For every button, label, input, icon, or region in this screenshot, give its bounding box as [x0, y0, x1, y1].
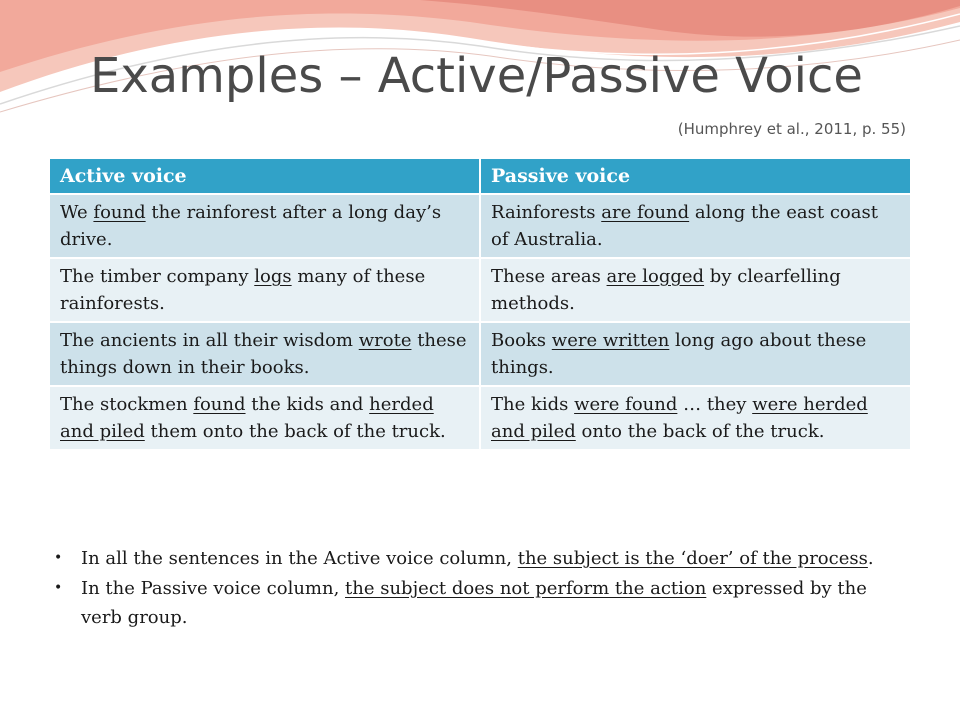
text-segment: long ago about these things. [491, 330, 867, 378]
passive-voice-cell [481, 259, 910, 321]
underlined-phrase: the subject is the ‘doer’ of the process [517, 548, 868, 569]
underlined-phrase: wrote [358, 330, 412, 351]
underlined-phrase: the subject does not perform the action [345, 578, 707, 599]
text-segment: We [60, 202, 94, 223]
active-voice-cell [50, 387, 479, 449]
text-segment: These areas [491, 266, 607, 287]
slide-title: Examples – Active/Passive Voice [90, 48, 863, 104]
text-segment: The ancients in all their wisdom [60, 330, 359, 351]
table-row [50, 259, 910, 321]
underlined-phrase: found [93, 202, 146, 223]
text-segment: the rainforest after a long day’s drive. [60, 202, 442, 250]
active-voice-cell [50, 259, 479, 321]
text-segment: … they [677, 394, 753, 415]
underlined-phrase: were herded and piled [491, 394, 868, 442]
table-row [50, 387, 910, 449]
text-segment: them onto the back of the truck. [144, 421, 446, 442]
passive-voice-cell [481, 387, 910, 449]
underlined-phrase: found [193, 394, 246, 415]
active-voice-cell [50, 195, 479, 257]
text-segment: The timber company [60, 266, 255, 287]
text-segment: by clearfelling methods. [491, 266, 841, 314]
bullet-icon: • [54, 550, 63, 566]
text-segment: In the Passive voice column, [81, 578, 346, 599]
text-segment: The stockmen [60, 394, 194, 415]
underlined-phrase: are logged [606, 266, 705, 287]
text-segment: the kids and [245, 394, 370, 415]
note-item [48, 574, 908, 632]
text-segment: Rainforests [491, 202, 602, 223]
table-header-row [50, 159, 910, 193]
text-segment: In all the sentences in the Active voice column, [81, 548, 518, 569]
table-body [50, 195, 910, 449]
underlined-phrase: herded and piled [60, 394, 434, 442]
active-voice-cell [50, 323, 479, 385]
text-segment: these things down in their books. [60, 330, 467, 378]
note-item [48, 544, 908, 573]
table-row [50, 323, 910, 385]
text-segment: The kids [491, 394, 575, 415]
text-segment: along the east coast of Australia. [491, 202, 878, 250]
underlined-phrase: logs [254, 266, 292, 287]
passive-voice-cell [481, 195, 910, 257]
underlined-phrase: are found [601, 202, 690, 223]
text-segment: . [867, 548, 874, 569]
text-segment: expressed by the verb group. [81, 578, 867, 628]
notes-list [48, 544, 908, 633]
text-segment: many of these rainforests. [60, 266, 426, 314]
passive-voice-cell [481, 323, 910, 385]
bullet-icon: • [54, 580, 63, 596]
underlined-phrase: were found [574, 394, 678, 415]
table-row [50, 195, 910, 257]
header-passive-voice: Passive voice [481, 159, 910, 193]
citation: (Humphrey et al., 2011, p. 55) [677, 120, 906, 138]
header-active-voice: Active voice [50, 159, 479, 193]
underlined-phrase: were written [551, 330, 670, 351]
text-segment: onto the back of the truck. [575, 421, 825, 442]
text-segment: Books [491, 330, 552, 351]
voice-examples-table [48, 157, 912, 451]
